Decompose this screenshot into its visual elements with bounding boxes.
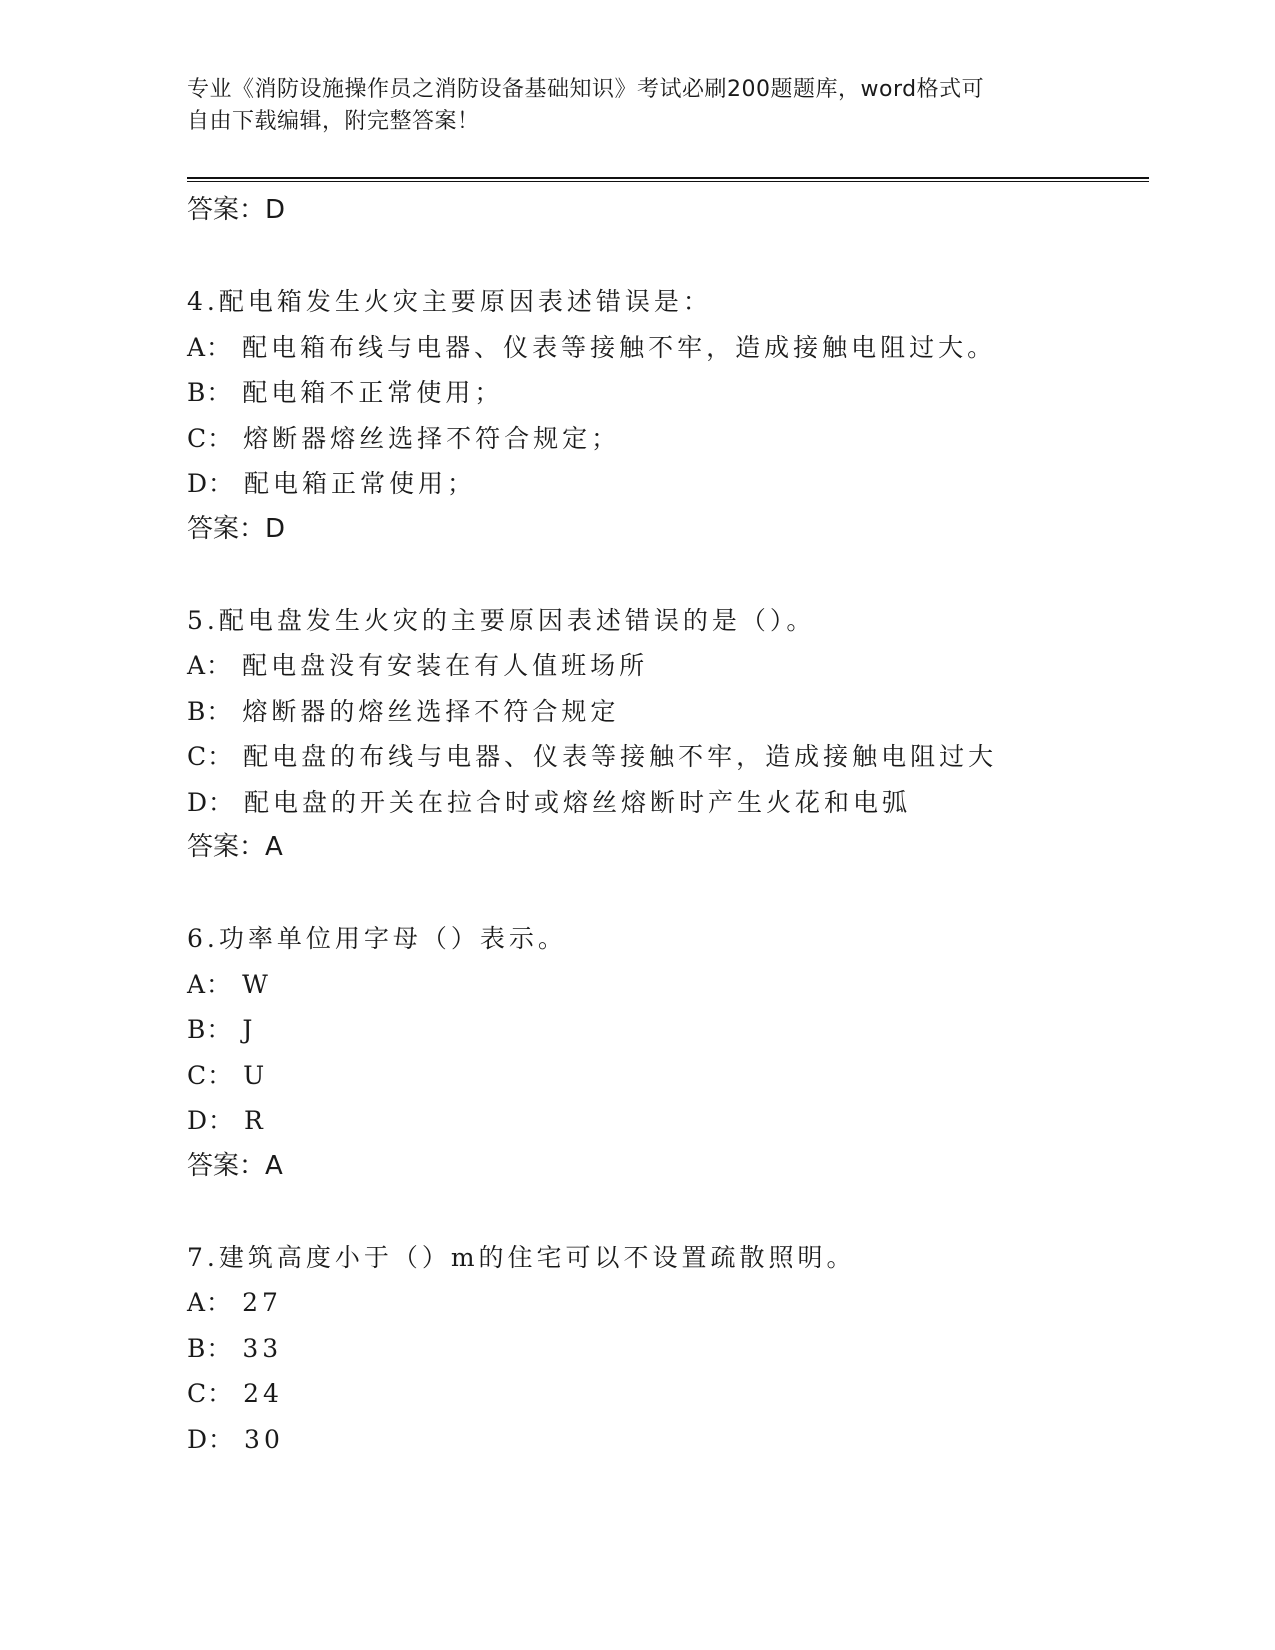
option-key: D： [187,787,235,817]
option-key: B： [187,1015,233,1044]
answer-line: 答案：A [187,1150,283,1181]
question-list [187,188,1149,1462]
option-text: 配电盘的布线与电器、仪表等接触不牢，造成接触电阻过大 [243,742,998,771]
option-a [187,643,1149,689]
option-text: 配电盘没有安装在有人值班场所 [242,651,649,680]
answer-line: 答案：A [187,832,283,862]
header-line-2: 自由下载编辑，附完整答案！ [187,109,480,134]
question-stem: 4.配电箱发生火灾主要原因表述错误是： [187,287,712,316]
question-block [187,279,1149,552]
option-text: 24 [243,1379,283,1408]
header-line-1: 专业《消防设施操作员之消防设备基础知识》考试必刷200题题库，word格式可 [187,77,985,102]
spacer [187,871,1149,917]
option-text: 27 [242,1288,282,1317]
option-key: B： [187,378,233,407]
option-key: D： [187,1424,235,1454]
option-text: 熔断器的熔丝选择不符合规定 [242,696,620,726]
option-c [187,416,1149,462]
option-key: B： [187,696,233,726]
question-block [187,598,1149,871]
option-text: 33 [242,1333,283,1363]
option-b [187,370,1149,416]
spacer [187,552,1149,598]
option-text: 配电箱正常使用； [244,469,477,498]
option-text: R [244,1106,267,1135]
option-key: B： [187,1333,233,1363]
option-key: A： [187,1288,233,1317]
option-b [187,689,1149,735]
option-b [187,1007,1149,1053]
option-text: U [243,1060,269,1090]
answer-line: 答案：D [187,513,286,544]
option-a [187,1280,1149,1326]
option-d [187,461,1149,507]
option-c [187,1371,1149,1417]
option-d [187,780,1149,826]
option-text: 熔断器熔丝选择不符合规定； [243,423,621,453]
option-key: D： [187,1106,235,1135]
option-c [187,1053,1149,1099]
spacer [187,234,1149,280]
option-a [187,325,1149,371]
header-divider-thin [187,181,1149,182]
option-b [187,1326,1149,1372]
option-text: 配电箱不正常使用； [242,378,504,407]
question-block [187,1235,1149,1463]
option-key: A： [187,969,233,999]
option-text: J [242,1015,257,1044]
option-key: C： [187,1379,234,1408]
spacer [187,1189,1149,1235]
previous-answer: 答案：D [187,195,286,225]
question-stem: 7.建筑高度小于（）m的住宅可以不设置疏散照明。 [187,1242,856,1272]
option-a [187,962,1149,1008]
question-stem: 5.配电盘发生火灾的主要原因表述错误的是（）。 [187,605,816,635]
option-c [187,734,1149,780]
option-text: 30 [244,1424,284,1454]
option-key: C： [187,423,234,453]
header-divider-thick [187,177,1149,179]
option-key: A： [187,651,233,680]
option-d [187,1417,1149,1463]
question-stem: 6.功率单位用字母（）表示。 [187,924,567,953]
option-key: C： [187,742,234,771]
option-key: C： [187,1060,234,1090]
option-text: 配电盘的开关在拉合时或熔丝熔断时产生火花和电弧 [244,787,912,817]
option-key: D： [187,469,235,498]
document-header [187,74,1067,138]
option-text: 配电箱布线与电器、仪表等接触不牢，造成接触电阻过大。 [242,332,997,362]
option-text: W [242,969,272,999]
question-block [187,916,1149,1189]
option-key: A： [187,332,233,362]
option-d [187,1098,1149,1144]
